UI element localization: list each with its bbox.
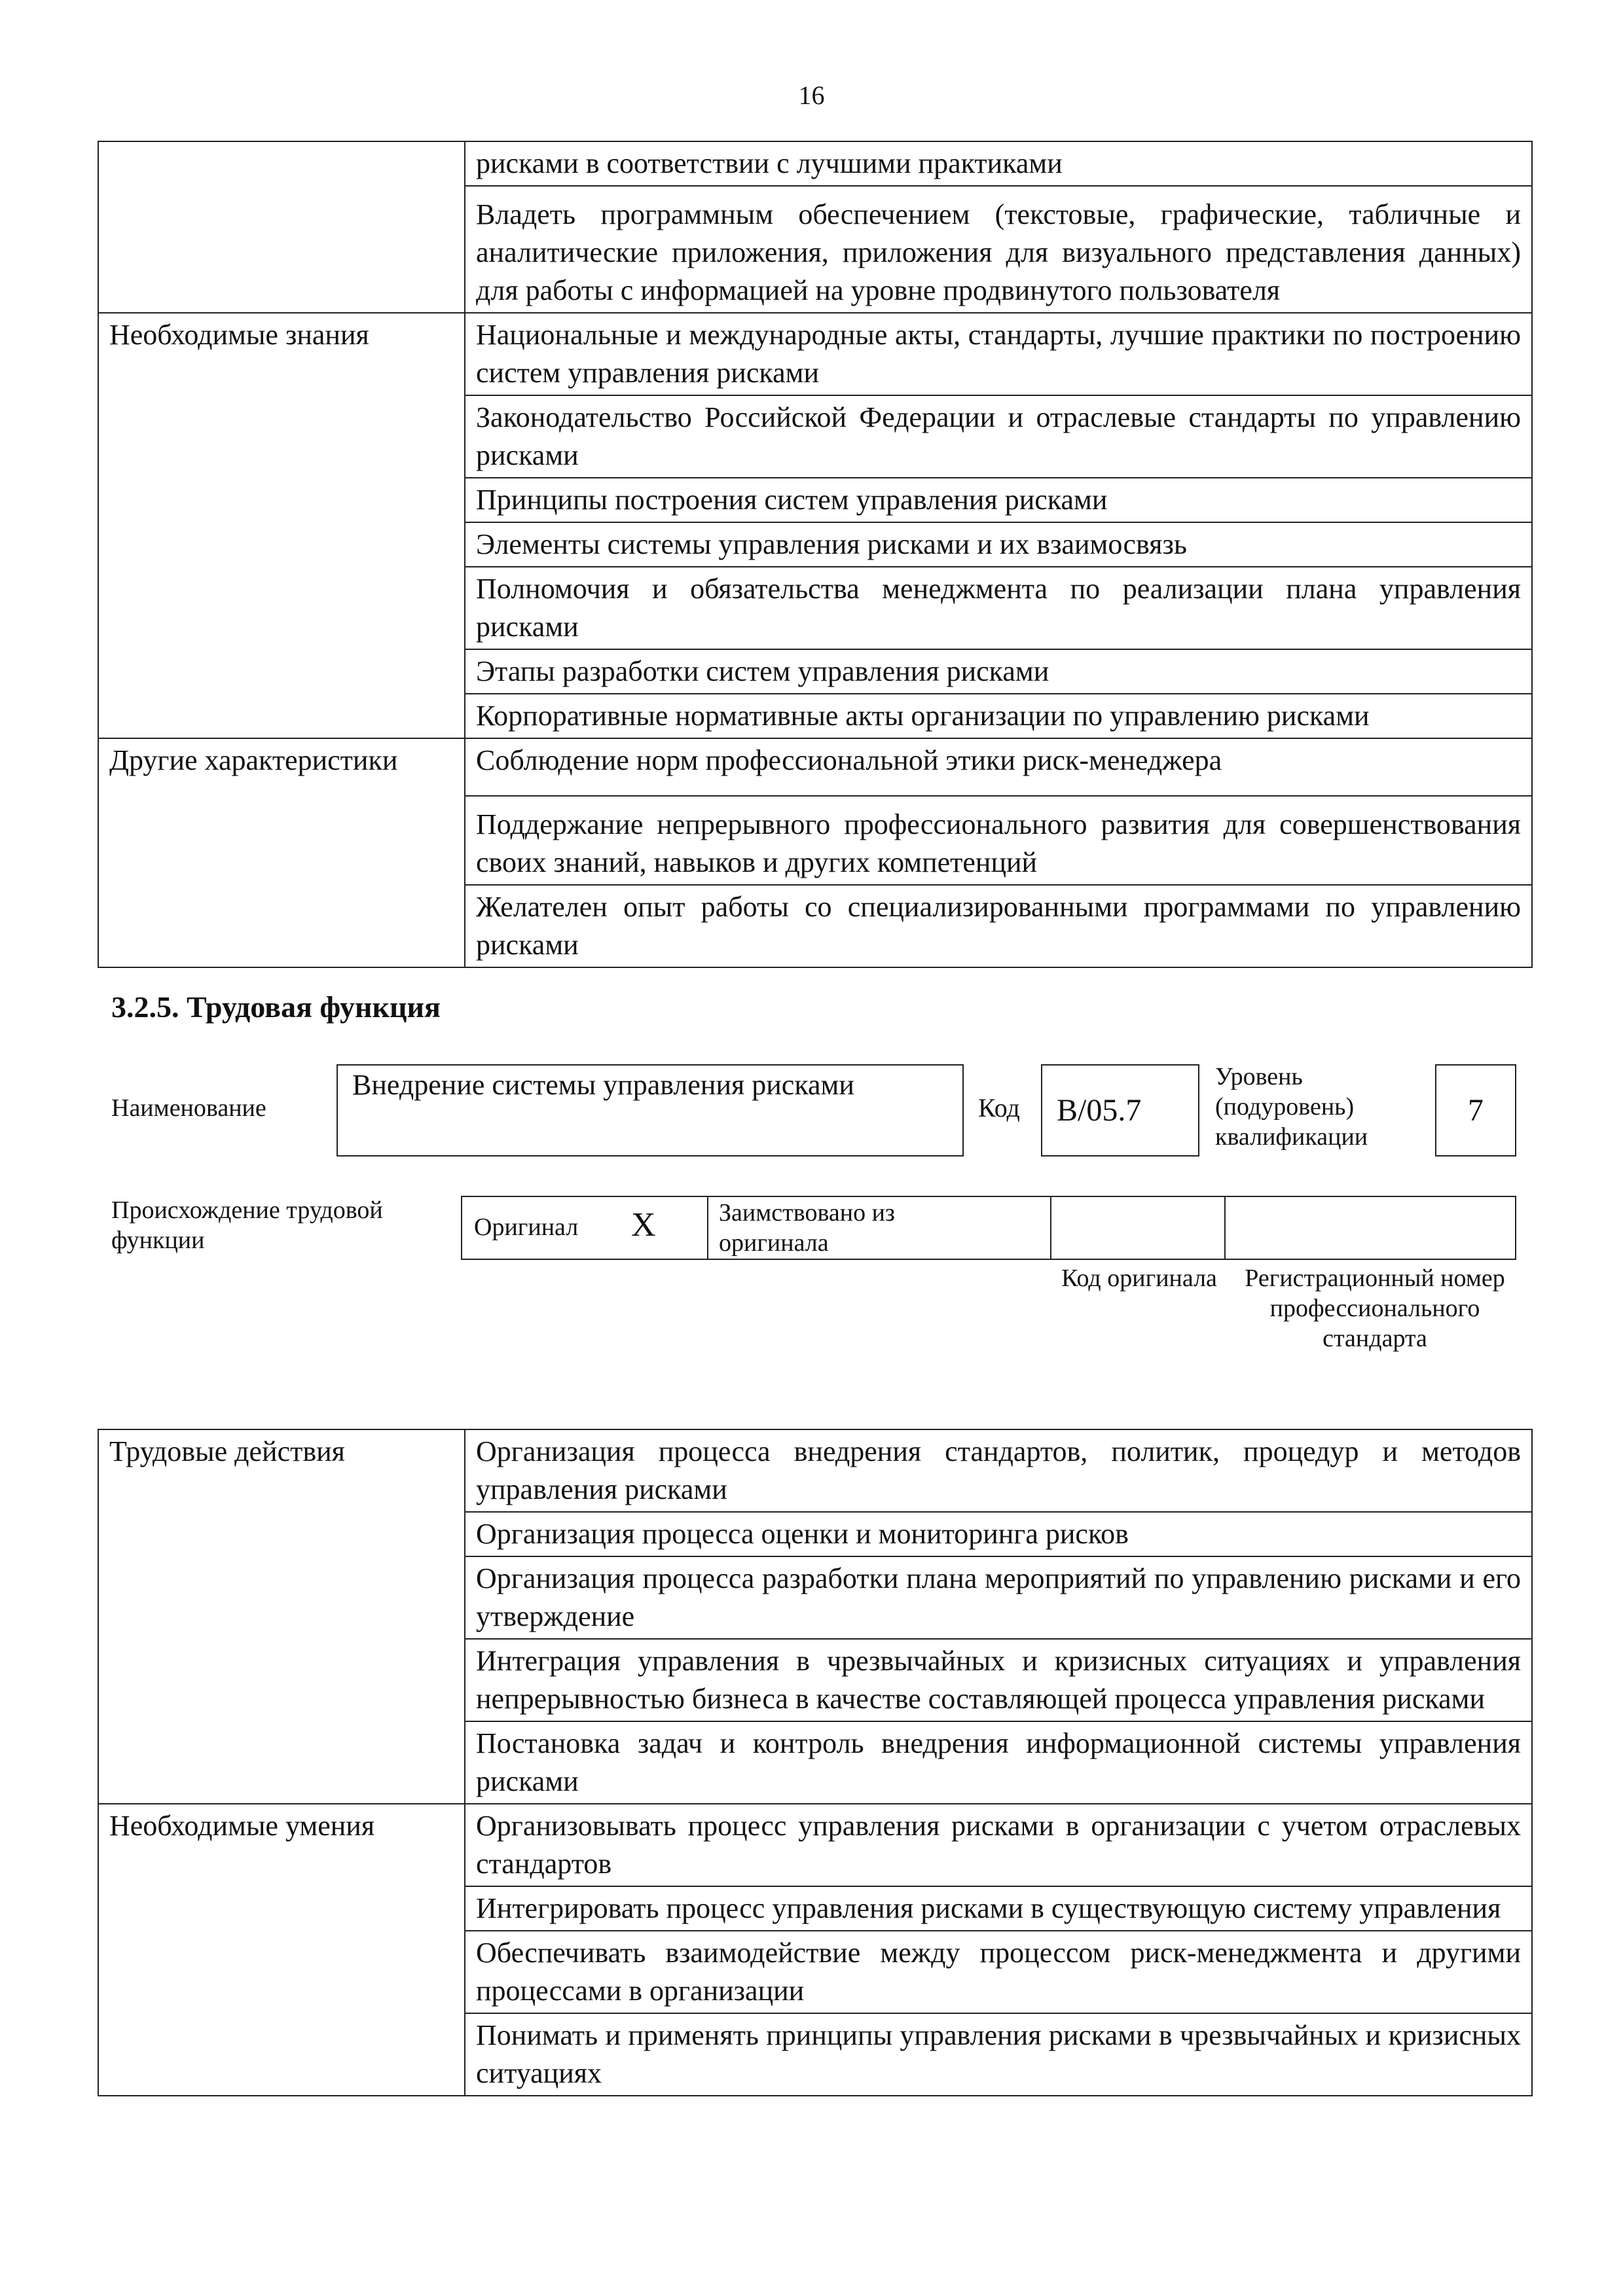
- row-value: Желателен опыт работы со специализированными программами по управлению рисками: [465, 885, 1532, 967]
- row-value: Законодательство Российской Федерации и отраслевые стандарты по управлению рисками: [465, 395, 1532, 478]
- row-value: Организация процесса разработки плана мероприятий по управлению рисками и его утверждение: [465, 1556, 1532, 1639]
- row-value: Полномочия и обязательства менеджмента по реализации плана управления рисками: [465, 567, 1532, 649]
- level-value-box: [1435, 1064, 1516, 1157]
- row-value: Обеспечивать взаимодействие между процессом риск-менеджмента и другими процессами в организации: [465, 1931, 1532, 2013]
- section-heading: 3.2.5. Трудовая функция: [111, 990, 441, 1024]
- caption-code-original: Код оригинала: [1061, 1265, 1217, 1292]
- divider: [1224, 1196, 1226, 1260]
- row-value: Организовывать процесс управления рисками в организации с учетом отраслевых стандартов: [465, 1804, 1532, 1886]
- row-label-actions: Трудовые действия: [98, 1429, 465, 1804]
- labor-actions-table: [98, 1429, 1533, 2096]
- table-row: [98, 1804, 1532, 1886]
- row-value: Интегрировать процесс управления рисками в существующую систему управления: [465, 1886, 1532, 1931]
- row-value: Постановка задач и контроль внедрения информационной системы управления рисками: [465, 1721, 1532, 1804]
- original-label: Оригинал: [474, 1213, 579, 1241]
- row-value: Организация процесса оценки и мониторинга рисков: [465, 1512, 1532, 1556]
- table-row: [98, 313, 1532, 395]
- name-value-box: [337, 1064, 964, 1157]
- row-value: Владеть программным обеспечением (текстовые, графические, табличные и аналитические приложения, приложения для визуального представления данных) для работы с информацией на уровне продвинутого пользователя: [465, 186, 1532, 313]
- row-value: Этапы разработки систем управления рисками: [465, 649, 1532, 694]
- code-label: Код: [978, 1093, 1020, 1122]
- row-label: [98, 141, 465, 313]
- row-value: Элементы системы управления рисками и их взаимосвязь: [465, 522, 1532, 567]
- row-label-knowledge: Необходимые знания: [98, 313, 465, 738]
- row-value: Понимать и применять принципы управления рисками в чрезвычайных и кризисных ситуациях: [465, 2013, 1532, 2096]
- caption-reg-number: Регистрационный номер профессионального стандарта: [1245, 1265, 1505, 1352]
- row-value: Организация процесса внедрения стандартов, политик, процедур и методов управления рисками: [465, 1429, 1532, 1512]
- row-value: Соблюдение норм профессиональной этики риск-менеджера: [465, 738, 1532, 796]
- borrowed-label: Заимствовано из оригинала: [719, 1199, 895, 1257]
- original-mark: X: [631, 1206, 656, 1244]
- divider: [1050, 1196, 1051, 1260]
- row-label-other: Другие характеристики: [98, 738, 465, 967]
- table-row: [98, 1429, 1532, 1512]
- row-value: Принципы построения систем управления рисками: [465, 478, 1532, 522]
- origin-label: Происхождение трудовой функции: [111, 1196, 383, 1254]
- divider: [707, 1196, 708, 1260]
- level-label: Уровень (подуровень) квалификации: [1215, 1063, 1368, 1151]
- name-label: Наименование: [111, 1094, 266, 1122]
- row-label-skills: Необходимые умения: [98, 1804, 465, 2096]
- table-row: [98, 141, 1532, 186]
- table-row: [98, 738, 1532, 796]
- row-value: Поддержание непрерывного профессионального развития для совершенствования своих знаний, навыков и других компетенций: [465, 796, 1532, 885]
- row-value: рисками в соответствии с лучшими практиками: [465, 141, 1532, 186]
- level-value: 7: [1468, 1093, 1484, 1128]
- origin-box: [461, 1196, 1516, 1260]
- row-value: Интеграция управления в чрезвычайных и кризисных ситуациях и управления непрерывностью бизнеса в качестве составляющей процесса управления рисками: [465, 1639, 1532, 1721]
- code-value: B/05.7: [1057, 1093, 1142, 1128]
- row-value: Корпоративные нормативные акты организации по управлению рисками: [465, 694, 1532, 738]
- row-value: Национальные и международные акты, стандарты, лучшие практики по построению систем управления рисками: [465, 313, 1532, 395]
- name-value: Внедрение системы управления рисками: [352, 1069, 854, 1101]
- page-number: 16: [798, 81, 825, 110]
- top-characteristics-table: [98, 141, 1533, 968]
- code-value-box: [1041, 1064, 1199, 1157]
